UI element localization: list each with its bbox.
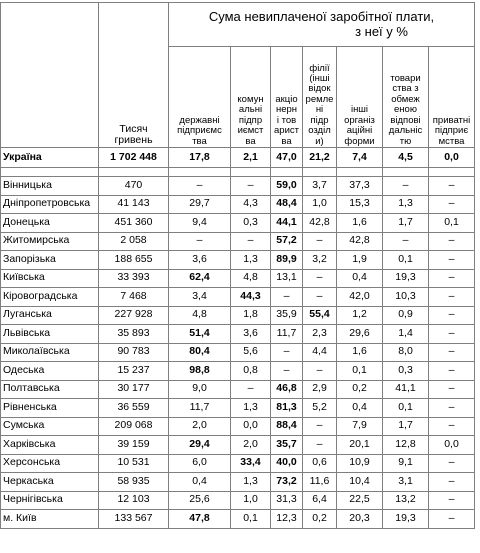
table-cell: – — [429, 288, 475, 307]
table-cell: 12,8 — [383, 436, 429, 455]
table-row — [1, 473, 475, 492]
table-cell: – — [383, 232, 429, 251]
column-header-joint-stock-companies: акціо нерн і тов арист ва — [271, 47, 303, 148]
region-name: Харківська — [1, 436, 99, 455]
table-cell: 55,4 — [303, 306, 337, 325]
table-cell: 4,4 — [303, 343, 337, 362]
region-name: Житомирська — [1, 232, 99, 251]
total-cell: 1 702 448 — [99, 148, 169, 168]
table-cell: 22,5 — [337, 491, 383, 510]
total-cell: 47,0 — [271, 148, 303, 168]
table-cell: 0,6 — [303, 454, 337, 473]
table-cell: 35 893 — [99, 325, 169, 344]
table-row — [1, 232, 475, 251]
spacer-row — [1, 168, 475, 177]
total-cell: 17,8 — [169, 148, 231, 168]
table-cell: 1,7 — [383, 417, 429, 436]
table-cell: – — [429, 195, 475, 214]
region-name: Донецька — [1, 214, 99, 233]
table-cell: 40,0 — [271, 454, 303, 473]
table-cell: – — [271, 288, 303, 307]
table-row — [1, 195, 475, 214]
total-cell: 2,1 — [231, 148, 271, 168]
region-name: Кіровоградська — [1, 288, 99, 307]
table-cell: 13,1 — [271, 269, 303, 288]
table-cell: – — [429, 362, 475, 381]
column-header-other-forms: інші організ аційні форми — [337, 47, 383, 148]
table-row — [1, 417, 475, 436]
table-cell: 41 143 — [99, 195, 169, 214]
table-cell: 10,3 — [383, 288, 429, 307]
table-cell: – — [429, 343, 475, 362]
table-cell: 12 103 — [99, 491, 169, 510]
table-row — [1, 214, 475, 233]
table-cell: 3,2 — [303, 251, 337, 270]
region-name: м. Київ — [1, 510, 99, 529]
table-cell: 44,1 — [271, 214, 303, 233]
table-cell: 42,0 — [337, 288, 383, 307]
table-cell: 0,1 — [337, 362, 383, 381]
table-cell: 81,3 — [271, 399, 303, 418]
table-cell: 0,1 — [383, 399, 429, 418]
table-cell: 0,4 — [169, 473, 231, 492]
table-cell: – — [429, 269, 475, 288]
table-cell: 15 237 — [99, 362, 169, 381]
table-cell: 59,0 — [271, 177, 303, 196]
table-cell: – — [231, 177, 271, 196]
table-cell: 1,0 — [303, 195, 337, 214]
region-name: Рівненська — [1, 399, 99, 418]
table-cell: 2,3 — [303, 325, 337, 344]
region-name: Полтавська — [1, 380, 99, 399]
table-cell: 2,0 — [169, 417, 231, 436]
table-cell: – — [169, 232, 231, 251]
table-cell: 6,0 — [169, 454, 231, 473]
table-cell: 90 783 — [99, 343, 169, 362]
table-cell: 47,8 — [169, 510, 231, 529]
table-cell: – — [429, 454, 475, 473]
table-cell: 5,6 — [231, 343, 271, 362]
total-cell: 4,5 — [383, 148, 429, 168]
region-name: Херсонська — [1, 454, 99, 473]
column-header-private-enterprises: приватні підприє мства — [429, 47, 475, 148]
table-cell: 10 531 — [99, 454, 169, 473]
table-cell: 5,2 — [303, 399, 337, 418]
table-cell: 8,0 — [383, 343, 429, 362]
table-cell: 13,2 — [383, 491, 429, 510]
table-cell: 98,8 — [169, 362, 231, 381]
table-title-line2: з неї у % — [355, 23, 408, 39]
table-row — [1, 362, 475, 381]
table-cell: 3,1 — [383, 473, 429, 492]
table-cell: 3,6 — [231, 325, 271, 344]
table-cell: 31,3 — [271, 491, 303, 510]
table-row — [1, 343, 475, 362]
table-cell: 20,3 — [337, 510, 383, 529]
total-row-name: Україна — [1, 148, 99, 168]
table-cell: 4,3 — [231, 195, 271, 214]
table-cell: 9,4 — [169, 214, 231, 233]
table-cell: 3,4 — [169, 288, 231, 307]
table-row — [1, 510, 475, 529]
table-cell: 51,4 — [169, 325, 231, 344]
table-cell: 10,4 — [337, 473, 383, 492]
table-cell: – — [383, 177, 429, 196]
region-name: Одеська — [1, 362, 99, 381]
table-cell: – — [429, 510, 475, 529]
table-cell: 15,3 — [337, 195, 383, 214]
table-cell: – — [303, 232, 337, 251]
table-cell: 0,3 — [231, 214, 271, 233]
column-header-llc: товари ства з обмеж еною відпові дальніс тю — [383, 47, 429, 148]
table-cell: 41,1 — [383, 380, 429, 399]
table-cell: 80,4 — [169, 343, 231, 362]
total-row — [1, 148, 475, 168]
table-cell: 57,2 — [271, 232, 303, 251]
table-cell: 58 935 — [99, 473, 169, 492]
table-cell: 1,3 — [231, 251, 271, 270]
region-name: Миколаївська — [1, 343, 99, 362]
table-cell: 1,7 — [383, 214, 429, 233]
table-cell: 0,8 — [231, 362, 271, 381]
table-cell: 3,7 — [303, 177, 337, 196]
total-cell: 21,2 — [303, 148, 337, 168]
table-cell: 0,1 — [383, 251, 429, 270]
table-cell: 9,0 — [169, 380, 231, 399]
table-cell: 88,4 — [271, 417, 303, 436]
table-row — [1, 306, 475, 325]
table-cell: 0,4 — [337, 399, 383, 418]
table-cell: – — [303, 436, 337, 455]
table-cell: 1,6 — [337, 343, 383, 362]
total-cell: 0,0 — [429, 148, 475, 168]
table-cell: 29,4 — [169, 436, 231, 455]
table-cell: 4,8 — [169, 306, 231, 325]
table-cell: 2 058 — [99, 232, 169, 251]
table-cell: 11,7 — [169, 399, 231, 418]
table-cell: 1,2 — [337, 306, 383, 325]
column-header-communal-enterprises: комун альні підпр иємст ва — [231, 47, 271, 148]
region-name: Черкаська — [1, 473, 99, 492]
table-cell: – — [429, 325, 475, 344]
table-cell: 20,1 — [337, 436, 383, 455]
table-cell: 30 177 — [99, 380, 169, 399]
region-name: Чернігівська — [1, 491, 99, 510]
table-cell: – — [303, 269, 337, 288]
table-cell: 0,1 — [231, 510, 271, 529]
table-cell: 0,4 — [337, 269, 383, 288]
region-name: Київська — [1, 269, 99, 288]
table-cell: – — [429, 417, 475, 436]
table-cell: 42,8 — [337, 232, 383, 251]
region-header-cell — [1, 3, 99, 148]
table-cell: – — [303, 362, 337, 381]
table-row — [1, 454, 475, 473]
table-cell: 0,9 — [383, 306, 429, 325]
table-cell: 46,8 — [271, 380, 303, 399]
region-name: Луганська — [1, 306, 99, 325]
table-cell: 3,6 — [169, 251, 231, 270]
table-cell: 0,1 — [429, 214, 475, 233]
table-cell: 73,2 — [271, 473, 303, 492]
table-cell: 11,6 — [303, 473, 337, 492]
table-cell: 451 360 — [99, 214, 169, 233]
table-row — [1, 399, 475, 418]
table-cell: – — [271, 362, 303, 381]
column-header-branches: філії (інші відок ремлe ні підр озділ и) — [303, 47, 337, 148]
table-row — [1, 269, 475, 288]
table-cell: – — [429, 251, 475, 270]
region-name: Львівська — [1, 325, 99, 344]
table-cell: 1,3 — [231, 399, 271, 418]
table-row — [1, 491, 475, 510]
table-cell: – — [231, 232, 271, 251]
units-header: Тисяч гривень — [99, 3, 169, 148]
table-cell: – — [429, 399, 475, 418]
table-cell: 0,0 — [231, 417, 271, 436]
table-cell: 35,9 — [271, 306, 303, 325]
table-cell: 7 468 — [99, 288, 169, 307]
table-cell: 1,8 — [231, 306, 271, 325]
table-cell: 42,8 — [303, 214, 337, 233]
table-cell: 9,1 — [383, 454, 429, 473]
wage-arrears-table — [0, 2, 475, 529]
table-cell: 470 — [99, 177, 169, 196]
table-cell: 35,7 — [271, 436, 303, 455]
column-header-state-enterprises: державні підприємс тва — [169, 47, 231, 148]
table-cell: 4,8 — [231, 269, 271, 288]
table-cell: 19,3 — [383, 510, 429, 529]
table-cell: 1,9 — [337, 251, 383, 270]
table-cell: 12,3 — [271, 510, 303, 529]
table-cell: 1,6 — [337, 214, 383, 233]
table-title — [169, 3, 475, 47]
region-name: Дніпропетровська — [1, 195, 99, 214]
table-cell: 62,4 — [169, 269, 231, 288]
table-row — [1, 380, 475, 399]
table-cell: – — [303, 288, 337, 307]
table-cell: 1,0 — [231, 491, 271, 510]
table-cell: 33 393 — [99, 269, 169, 288]
total-cell: 7,4 — [337, 148, 383, 168]
table-cell: 227 928 — [99, 306, 169, 325]
table-cell: 1,4 — [383, 325, 429, 344]
table-cell: 25,6 — [169, 491, 231, 510]
table-cell: 0,3 — [383, 362, 429, 381]
table-cell: 0,2 — [337, 380, 383, 399]
table-title-line1: Сума невиплаченої заробітної плати, — [208, 9, 435, 25]
table-cell: 133 567 — [99, 510, 169, 529]
table-cell: – — [429, 177, 475, 196]
table-cell: 1,3 — [231, 473, 271, 492]
table-cell: 2,9 — [303, 380, 337, 399]
table-cell: 48,4 — [271, 195, 303, 214]
table-cell: 2,0 — [231, 436, 271, 455]
table-cell: – — [429, 473, 475, 492]
table-cell: – — [231, 380, 271, 399]
table-cell: 44,3 — [231, 288, 271, 307]
table-cell: 29,6 — [337, 325, 383, 344]
table-row — [1, 436, 475, 455]
table-cell: 11,7 — [271, 325, 303, 344]
table-row — [1, 288, 475, 307]
table-cell: – — [429, 306, 475, 325]
table-cell: – — [169, 177, 231, 196]
table-cell: 7,9 — [337, 417, 383, 436]
table-cell: 36 559 — [99, 399, 169, 418]
table-cell: 209 068 — [99, 417, 169, 436]
table-cell: 89,9 — [271, 251, 303, 270]
table-cell: – — [303, 417, 337, 436]
table-cell: 188 655 — [99, 251, 169, 270]
table-cell: – — [429, 491, 475, 510]
table-row — [1, 177, 475, 196]
table-cell: – — [429, 380, 475, 399]
region-name: Вінницька — [1, 177, 99, 196]
table-cell: 0,2 — [303, 510, 337, 529]
table-cell: 0,0 — [429, 436, 475, 455]
region-name: Запорізька — [1, 251, 99, 270]
table-cell: 6,4 — [303, 491, 337, 510]
table-cell: 10,9 — [337, 454, 383, 473]
table-cell: – — [429, 232, 475, 251]
table-cell: 37,3 — [337, 177, 383, 196]
table-cell: 33,4 — [231, 454, 271, 473]
table-cell: 39 159 — [99, 436, 169, 455]
table-cell: – — [271, 343, 303, 362]
table-cell: 19,3 — [383, 269, 429, 288]
region-name: Сумська — [1, 417, 99, 436]
table-cell: 1,3 — [383, 195, 429, 214]
table-row — [1, 251, 475, 270]
table-row — [1, 325, 475, 344]
table-cell: 29,7 — [169, 195, 231, 214]
